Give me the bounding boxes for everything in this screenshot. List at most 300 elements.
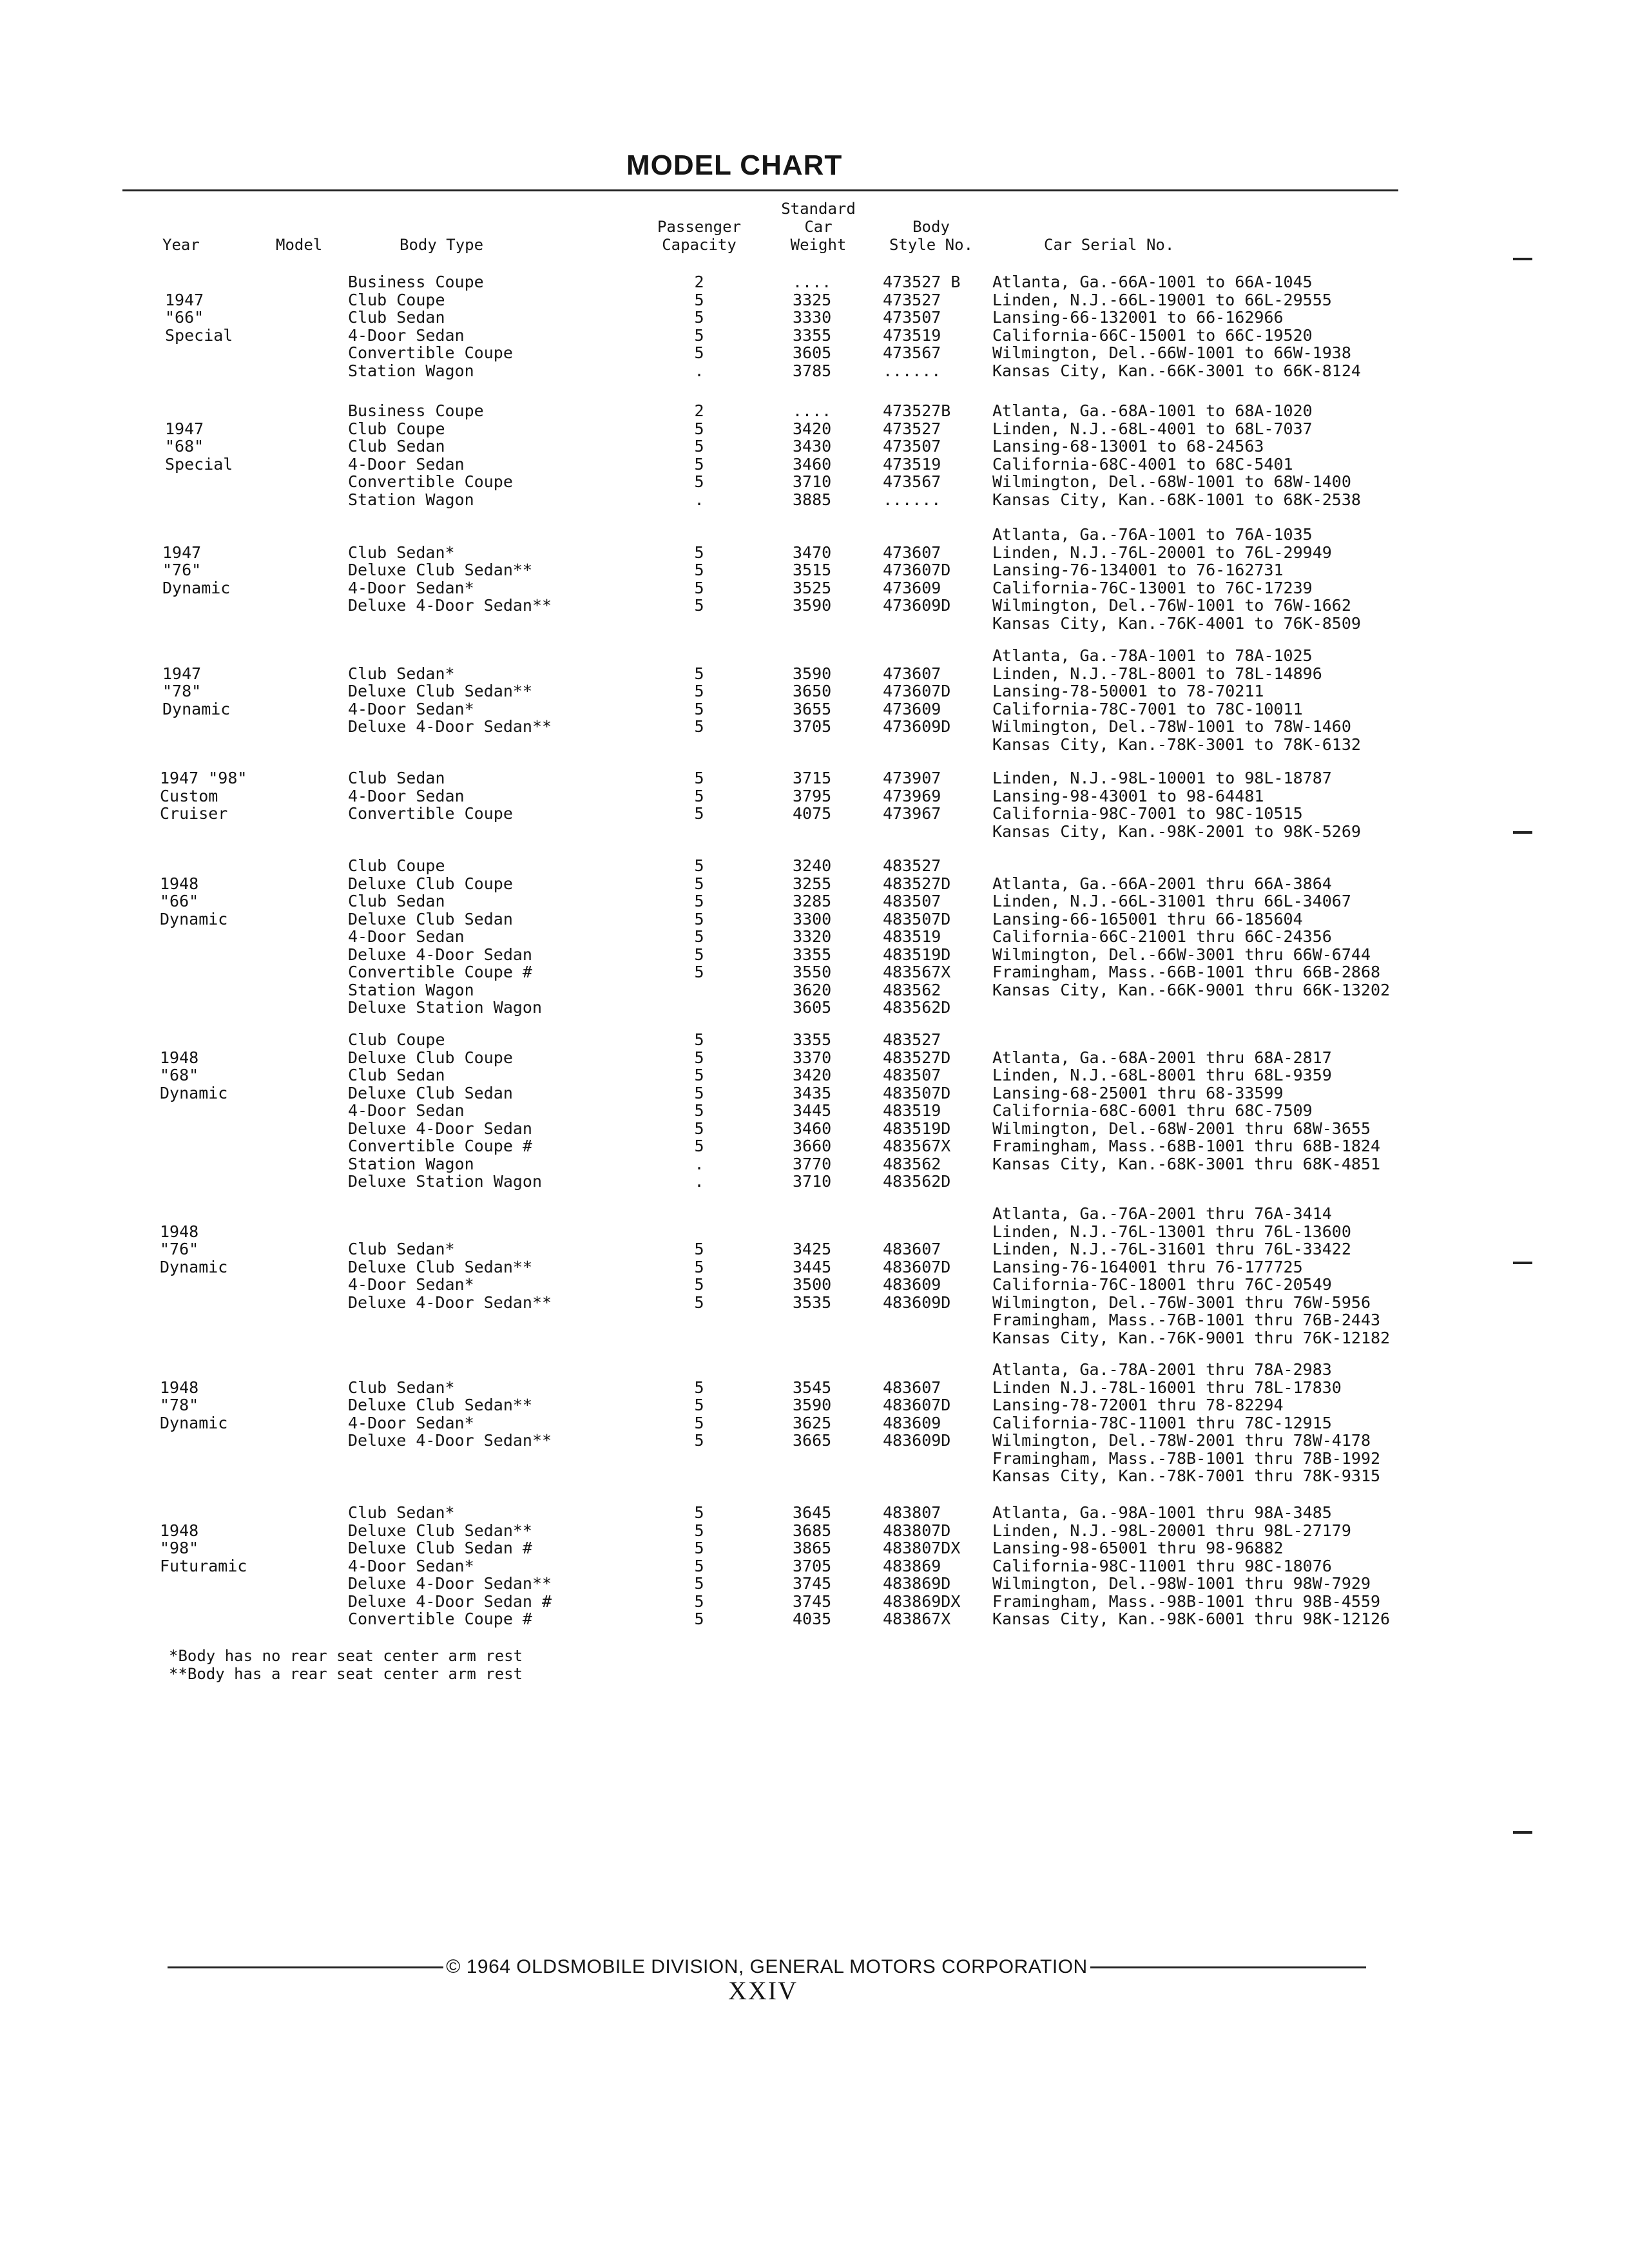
weight-cell: 3550 bbox=[793, 963, 832, 981]
table-row bbox=[0, 526, 1629, 544]
weight-cell: 3515 bbox=[793, 561, 832, 579]
passenger-capacity-cell: 5 bbox=[694, 717, 704, 736]
style-number-cell: 483507 bbox=[883, 892, 941, 910]
passenger-capacity-cell: 5 bbox=[694, 786, 704, 805]
serial-number-cell: Linden, N.J.-98L-10001 to 98L-18787 bbox=[992, 769, 1332, 787]
style-number-cell: 483507D bbox=[883, 1083, 951, 1102]
body-type-cell: Deluxe 4-Door Sedan bbox=[348, 945, 532, 964]
table-row bbox=[0, 1396, 1629, 1414]
weight-cell: 3590 bbox=[793, 1396, 832, 1414]
year-model-label: Dynamic bbox=[160, 1413, 228, 1432]
passenger-capacity-cell: 5 bbox=[694, 1257, 704, 1276]
weight-cell: 3460 bbox=[793, 1119, 832, 1138]
table-row bbox=[0, 420, 1629, 438]
table-row bbox=[0, 1155, 1629, 1173]
style-number-cell: 473567 bbox=[883, 343, 941, 362]
passenger-capacity-cell: 5 bbox=[694, 561, 704, 579]
year-model-label: Dynamic bbox=[160, 1257, 228, 1276]
table-row bbox=[0, 875, 1629, 893]
table-row bbox=[0, 1610, 1629, 1628]
body-type-cell: Club Coupe bbox=[348, 290, 445, 309]
body-type-cell: Deluxe Club Sedan** bbox=[348, 1396, 532, 1414]
style-number-cell: 473609 bbox=[883, 578, 941, 597]
title-rule bbox=[122, 189, 1398, 191]
weight-cell: 3445 bbox=[793, 1257, 832, 1276]
year-model-label: "68" bbox=[160, 1066, 199, 1084]
style-number-cell: 483609D bbox=[883, 1293, 951, 1312]
model-group bbox=[0, 526, 1629, 632]
serial-number-cell: Lansing-66-165001 thru 66-185604 bbox=[992, 909, 1303, 928]
weight-cell: 4035 bbox=[793, 1610, 832, 1628]
style-number-cell: 473609D bbox=[883, 596, 951, 615]
weight-cell: 3705 bbox=[793, 1556, 832, 1575]
body-type-cell: Convertible Coupe # bbox=[348, 1137, 532, 1155]
style-number-cell: 483562 bbox=[883, 1154, 941, 1173]
table-row bbox=[0, 823, 1629, 841]
passenger-capacity-cell: 5 bbox=[694, 1066, 704, 1084]
year-model-label: "78" bbox=[160, 1396, 199, 1414]
table-row bbox=[0, 597, 1629, 615]
year-model-label: Custom bbox=[160, 786, 218, 805]
style-number-cell: 483562D bbox=[883, 1172, 951, 1191]
serial-number-cell: Linden, N.J.-66L-19001 to 66L-29555 bbox=[992, 290, 1332, 309]
serial-number-cell: Lansing-78-50001 to 78-70211 bbox=[992, 682, 1264, 700]
style-number-cell: 483519 bbox=[883, 927, 941, 946]
serial-number-cell: Framingham, Mass.-98B-1001 thru 98B-4559 bbox=[992, 1591, 1381, 1611]
header-passenger: Passenger bbox=[657, 218, 742, 236]
model-group bbox=[0, 1361, 1629, 1485]
body-type-cell: Convertible Coupe # bbox=[348, 963, 532, 981]
table-row bbox=[0, 561, 1629, 579]
passenger-capacity-cell: 5 bbox=[694, 699, 704, 718]
body-type-cell: Deluxe Club Sedan # bbox=[348, 1539, 532, 1557]
body-type-cell: Club Sedan bbox=[348, 1066, 445, 1084]
serial-number-cell: Atlanta, Ga.-76A-1001 to 76A-1035 bbox=[992, 525, 1313, 544]
table-row bbox=[0, 615, 1629, 633]
header-standard: Standard bbox=[781, 200, 856, 218]
header-capacity: Capacity bbox=[662, 236, 737, 254]
copyright-footer bbox=[168, 1956, 1366, 1978]
table-row bbox=[0, 1522, 1629, 1540]
table-row bbox=[0, 1066, 1629, 1084]
passenger-capacity-cell: 5 bbox=[694, 419, 704, 438]
table-row bbox=[0, 1311, 1629, 1329]
style-number-cell: 483869 bbox=[883, 1556, 941, 1575]
body-type-cell: 4-Door Sedan* bbox=[348, 1275, 474, 1294]
passenger-capacity-cell: 5 bbox=[694, 472, 704, 491]
weight-cell: 3320 bbox=[793, 927, 832, 946]
passenger-capacity-cell: 5 bbox=[694, 892, 704, 910]
serial-number-cell: Lansing-66-132001 to 66-162966 bbox=[992, 308, 1284, 327]
serial-number-cell: Linden N.J.-78L-16001 thru 78L-17830 bbox=[992, 1378, 1342, 1397]
serial-number-cell: California-78C-11001 thru 78C-12915 bbox=[992, 1413, 1332, 1432]
style-number-cell: 483807DX bbox=[883, 1539, 961, 1557]
weight-cell: 3545 bbox=[793, 1378, 832, 1397]
passenger-capacity-cell: 5 bbox=[694, 1521, 704, 1540]
passenger-capacity-cell: 5 bbox=[694, 454, 704, 474]
serial-number-cell: Kansas City, Kan.-98K-2001 to 98K-5269 bbox=[992, 822, 1361, 841]
passenger-capacity-cell: 5 bbox=[694, 1610, 704, 1628]
weight-cell: 3330 bbox=[793, 308, 832, 327]
table-row bbox=[0, 1173, 1629, 1191]
body-type-cell: Deluxe Club Sedan** bbox=[348, 561, 532, 579]
serial-number-cell: Framingham, Mass.-68B-1001 thru 68B-1824 bbox=[992, 1137, 1381, 1155]
style-number-cell: 483867X bbox=[883, 1610, 951, 1628]
body-type-cell: Club Sedan* bbox=[348, 1503, 455, 1522]
passenger-capacity-cell: 5 bbox=[694, 437, 704, 456]
body-type-cell: 4-Door Sedan* bbox=[348, 1413, 474, 1432]
table-row bbox=[0, 946, 1629, 964]
table-row bbox=[0, 1467, 1629, 1485]
weight-cell: 3255 bbox=[793, 874, 832, 893]
passenger-capacity-cell: 5 bbox=[694, 945, 704, 964]
weight-cell: 3710 bbox=[793, 1172, 832, 1191]
serial-number-cell: Linden, N.J.-98L-20001 thru 98L-27179 bbox=[992, 1521, 1351, 1540]
passenger-capacity-cell: 5 bbox=[694, 1083, 704, 1102]
year-model-label: 1948 bbox=[160, 874, 199, 893]
table-row bbox=[0, 857, 1629, 875]
passenger-capacity-cell: 5 bbox=[694, 1048, 704, 1067]
serial-number-cell: Wilmington, Del.-78W-1001 to 78W-1460 bbox=[992, 717, 1351, 736]
style-number-cell: 483607D bbox=[883, 1396, 951, 1414]
table-row bbox=[0, 1361, 1629, 1379]
serial-number-cell: California-78C-7001 to 78C-10011 bbox=[992, 699, 1303, 718]
table-row bbox=[0, 362, 1629, 380]
passenger-capacity-cell: 5 bbox=[694, 1503, 704, 1522]
weight-cell: 3685 bbox=[793, 1521, 832, 1540]
style-number-cell: 483869DX bbox=[883, 1591, 961, 1611]
passenger-capacity-cell: 5 bbox=[694, 874, 704, 893]
table-row bbox=[0, 456, 1629, 474]
style-number-cell: 473609 bbox=[883, 699, 941, 718]
year-model-label: 1947 "98" bbox=[160, 769, 247, 787]
year-model-label: Special bbox=[165, 454, 233, 474]
passenger-capacity-cell: 5 bbox=[694, 769, 704, 787]
style-number-cell: 473507 bbox=[883, 437, 941, 456]
table-row bbox=[0, 1450, 1629, 1468]
style-number-cell: 483507 bbox=[883, 1066, 941, 1084]
serial-number-cell: Atlanta, Ga.-78A-2001 thru 78A-2983 bbox=[992, 1360, 1332, 1379]
serial-number-cell: Linden, N.J.-68L-4001 to 68L-7037 bbox=[992, 419, 1313, 438]
year-model-label: "68" bbox=[165, 437, 204, 456]
body-type-cell: 4-Door Sedan* bbox=[348, 578, 474, 597]
weight-cell: 3425 bbox=[793, 1240, 832, 1258]
year-model-label: Dynamic bbox=[160, 909, 228, 928]
table-row bbox=[0, 1329, 1629, 1347]
body-type-cell: Convertible Coupe bbox=[348, 472, 513, 491]
body-type-cell: Deluxe Club Sedan bbox=[348, 1083, 513, 1102]
weight-cell: 3325 bbox=[793, 290, 832, 309]
body-type-cell: 4-Door Sedan bbox=[348, 325, 465, 345]
weight-cell: 3745 bbox=[793, 1574, 832, 1593]
style-number-cell: 473969 bbox=[883, 786, 941, 805]
body-type-cell: Deluxe 4-Door Sedan bbox=[348, 1119, 532, 1138]
passenger-capacity-cell: 5 bbox=[694, 1539, 704, 1557]
weight-cell: 3620 bbox=[793, 980, 832, 999]
passenger-capacity-cell: 2 bbox=[694, 273, 704, 291]
table-row bbox=[0, 344, 1629, 362]
style-number-cell: 473567 bbox=[883, 472, 941, 491]
model-group bbox=[0, 857, 1629, 1017]
style-number-cell: 483567X bbox=[883, 1137, 951, 1155]
style-number-cell: 473607 bbox=[883, 543, 941, 562]
margin-tick-mark bbox=[1513, 1262, 1532, 1264]
weight-cell: 3355 bbox=[793, 945, 832, 964]
style-number-cell: 483519D bbox=[883, 945, 951, 964]
serial-number-cell: Kansas City, Kan.-78K-3001 to 78K-6132 bbox=[992, 735, 1361, 754]
body-type-cell: Deluxe 4-Door Sedan** bbox=[348, 1574, 552, 1593]
table-row bbox=[0, 805, 1629, 823]
table-row bbox=[0, 647, 1629, 665]
header-car: Car bbox=[804, 218, 833, 236]
year-model-label: 1948 bbox=[160, 1048, 199, 1067]
weight-cell: 3865 bbox=[793, 1539, 832, 1557]
table-row bbox=[0, 718, 1629, 736]
table-row bbox=[0, 1539, 1629, 1557]
passenger-capacity-cell: . bbox=[694, 490, 704, 509]
body-type-cell: 4-Door Sedan* bbox=[348, 699, 474, 718]
table-row bbox=[0, 1432, 1629, 1450]
weight-cell: 3795 bbox=[793, 786, 832, 805]
year-model-label: 1947 bbox=[162, 664, 202, 683]
table-row bbox=[0, 1031, 1629, 1049]
body-type-cell: Club Sedan bbox=[348, 769, 445, 787]
passenger-capacity-cell: . bbox=[694, 1172, 704, 1191]
style-number-cell: 473507 bbox=[883, 308, 941, 327]
weight-cell: 3625 bbox=[793, 1413, 832, 1432]
passenger-capacity-cell: 5 bbox=[694, 682, 704, 700]
passenger-capacity-cell: 5 bbox=[694, 343, 704, 362]
serial-number-cell: Linden, N.J.-76L-13001 thru 76L-13600 bbox=[992, 1222, 1351, 1241]
model-group bbox=[0, 769, 1629, 840]
passenger-capacity-cell: 5 bbox=[694, 963, 704, 981]
year-model-label: 1948 bbox=[160, 1222, 199, 1241]
table-row bbox=[0, 736, 1629, 754]
serial-number-cell: Lansing-76-134001 to 76-162731 bbox=[992, 561, 1284, 579]
style-number-cell: 473907 bbox=[883, 769, 941, 787]
table-row bbox=[0, 1379, 1629, 1397]
serial-number-cell: Wilmington, Del.-76W-1001 to 76W-1662 bbox=[992, 596, 1351, 615]
body-type-cell: Club Sedan bbox=[348, 308, 445, 327]
passenger-capacity-cell: . bbox=[694, 1154, 704, 1173]
style-number-cell: 483609D bbox=[883, 1431, 951, 1450]
weight-cell: 3645 bbox=[793, 1503, 832, 1522]
serial-number-cell: Wilmington, Del.-66W-1001 to 66W-1938 bbox=[992, 343, 1351, 362]
passenger-capacity-cell: 5 bbox=[694, 856, 704, 875]
passenger-capacity-cell: . bbox=[694, 361, 704, 380]
weight-cell: 3300 bbox=[793, 909, 832, 928]
weight-cell: 3605 bbox=[793, 998, 832, 1017]
weight-cell: 3665 bbox=[793, 1431, 832, 1450]
passenger-capacity-cell: 5 bbox=[694, 1591, 704, 1611]
body-type-cell: Convertible Coupe bbox=[348, 804, 513, 823]
serial-number-cell: California-76C-13001 to 76C-17239 bbox=[992, 578, 1313, 597]
body-type-cell: Deluxe Station Wagon bbox=[348, 1172, 543, 1191]
table-row bbox=[0, 1276, 1629, 1294]
style-number-cell: ...... bbox=[883, 490, 941, 509]
weight-cell: 3445 bbox=[793, 1101, 832, 1120]
style-number-cell: 483527D bbox=[883, 874, 951, 893]
style-number-cell: 483807 bbox=[883, 1503, 941, 1522]
style-number-cell: 483519 bbox=[883, 1101, 941, 1120]
table-row bbox=[0, 1223, 1629, 1241]
style-number-cell: 473519 bbox=[883, 454, 941, 474]
body-type-cell: Club Sedan* bbox=[348, 664, 455, 683]
style-number-cell: ...... bbox=[883, 361, 941, 380]
table-row bbox=[0, 928, 1629, 946]
year-model-label: 1948 bbox=[160, 1378, 199, 1397]
year-model-label: Futuramic bbox=[160, 1556, 247, 1575]
table-row bbox=[0, 1137, 1629, 1155]
passenger-capacity-cell: 5 bbox=[694, 1396, 704, 1414]
table-row bbox=[0, 910, 1629, 928]
table-row bbox=[0, 1593, 1629, 1611]
style-number-cell: 473967 bbox=[883, 804, 941, 823]
weight-cell: 3470 bbox=[793, 543, 832, 562]
style-number-cell: 483567X bbox=[883, 963, 951, 981]
weight-cell: 3285 bbox=[793, 892, 832, 910]
year-model-label: Dynamic bbox=[162, 578, 231, 597]
style-number-cell: 483607 bbox=[883, 1378, 941, 1397]
year-model-label: "76" bbox=[160, 1240, 199, 1258]
style-number-cell: 483507D bbox=[883, 909, 951, 928]
style-number-cell: 483609 bbox=[883, 1413, 941, 1432]
style-number-cell: 483562 bbox=[883, 980, 941, 999]
serial-number-cell: Lansing-78-72001 thru 78-82294 bbox=[992, 1396, 1284, 1414]
weight-cell: 3460 bbox=[793, 454, 832, 474]
serial-number-cell: Kansas City, Kan.-78K-7001 thru 78K-9315 bbox=[992, 1466, 1381, 1485]
table-row bbox=[0, 1102, 1629, 1120]
serial-number-cell: California-98C-11001 thru 98C-18076 bbox=[992, 1556, 1332, 1575]
header-body: Body bbox=[912, 218, 950, 236]
header-body-type: Body Type bbox=[400, 236, 484, 254]
style-number-cell: 483527 bbox=[883, 856, 941, 875]
weight-cell: 3745 bbox=[793, 1591, 832, 1611]
passenger-capacity-cell: 5 bbox=[694, 1240, 704, 1258]
table-row bbox=[0, 309, 1629, 327]
page-title: MODEL CHART bbox=[626, 149, 843, 181]
model-group bbox=[0, 1031, 1629, 1191]
body-type-cell: Station Wagon bbox=[348, 980, 474, 999]
passenger-capacity-cell: 5 bbox=[694, 1275, 704, 1294]
weight-cell: .... bbox=[793, 273, 832, 291]
serial-number-cell: Atlanta, Ga.-76A-2001 thru 76A-3414 bbox=[992, 1204, 1332, 1223]
table-row bbox=[0, 402, 1629, 420]
year-model-label: Dynamic bbox=[160, 1083, 228, 1102]
passenger-capacity-cell: 5 bbox=[694, 1119, 704, 1138]
year-model-label: "66" bbox=[160, 892, 199, 910]
weight-cell: 3240 bbox=[793, 856, 832, 875]
table-row bbox=[0, 544, 1629, 562]
header-style-no: Style No. bbox=[889, 236, 974, 254]
serial-number-cell: Atlanta, Ga.-66A-1001 to 66A-1045 bbox=[992, 273, 1313, 291]
style-number-cell: 473527B bbox=[883, 401, 951, 420]
body-type-cell: Club Sedan bbox=[348, 437, 445, 456]
serial-number-cell: Atlanta, Ga.-68A-2001 thru 68A-2817 bbox=[992, 1048, 1332, 1067]
table-row bbox=[0, 491, 1629, 509]
table-row bbox=[0, 1120, 1629, 1138]
style-number-cell: 473527 bbox=[883, 419, 941, 438]
table-row bbox=[0, 700, 1629, 718]
serial-number-cell: Kansas City, Kan.-68K-1001 to 68K-2538 bbox=[992, 490, 1361, 509]
header-weight: Weight bbox=[790, 236, 847, 254]
body-type-cell: Deluxe Club Coupe bbox=[348, 874, 513, 893]
style-number-cell: 483609 bbox=[883, 1275, 941, 1294]
body-type-cell: Club Coupe bbox=[348, 1030, 445, 1049]
table-row bbox=[0, 327, 1629, 345]
weight-cell: 3590 bbox=[793, 664, 832, 683]
table-row bbox=[0, 473, 1629, 491]
serial-number-cell: California-68C-6001 thru 68C-7509 bbox=[992, 1101, 1313, 1120]
model-group bbox=[0, 647, 1629, 753]
passenger-capacity-cell: 5 bbox=[694, 1030, 704, 1049]
body-type-cell: Deluxe Club Sedan bbox=[348, 909, 513, 928]
body-type-cell: Club Coupe bbox=[348, 856, 445, 875]
weight-cell: .... bbox=[793, 401, 832, 420]
body-type-cell: Deluxe Club Sedan** bbox=[348, 682, 532, 700]
style-number-cell: 483519D bbox=[883, 1119, 951, 1138]
serial-number-cell: Wilmington, Del.-68W-1001 to 68W-1400 bbox=[992, 472, 1351, 491]
footer-rule-right bbox=[1090, 1966, 1366, 1968]
body-type-cell: Business Coupe bbox=[348, 401, 484, 420]
weight-cell: 3355 bbox=[793, 325, 832, 345]
style-number-cell: 473527 B bbox=[883, 273, 961, 291]
body-type-cell: Deluxe 4-Door Sedan** bbox=[348, 717, 552, 736]
passenger-capacity-cell: 5 bbox=[694, 596, 704, 615]
style-number-cell: 473519 bbox=[883, 325, 941, 345]
year-model-label: "98" bbox=[160, 1539, 199, 1557]
weight-cell: 3885 bbox=[793, 490, 832, 509]
body-type-cell: 4-Door Sedan bbox=[348, 786, 465, 805]
footnotes bbox=[169, 1647, 523, 1683]
passenger-capacity-cell: 5 bbox=[694, 308, 704, 327]
margin-tick-mark bbox=[1513, 1831, 1532, 1834]
weight-cell: 3660 bbox=[793, 1137, 832, 1155]
weight-cell: 3420 bbox=[793, 1066, 832, 1084]
table-row bbox=[0, 1049, 1629, 1067]
serial-number-cell: Lansing-68-25001 thru 68-33599 bbox=[992, 1083, 1284, 1102]
passenger-capacity-cell: 5 bbox=[694, 1378, 704, 1397]
body-type-cell: Deluxe Club Sedan** bbox=[348, 1257, 532, 1276]
table-row bbox=[0, 1294, 1629, 1312]
serial-number-cell: Lansing-68-13001 to 68-24563 bbox=[992, 437, 1264, 456]
serial-number-cell: Wilmington, Del.-78W-2001 thru 78W-4178 bbox=[992, 1431, 1371, 1450]
serial-number-cell: Kansas City, Kan.-98K-6001 thru 98K-12126 bbox=[992, 1610, 1391, 1628]
weight-cell: 3370 bbox=[793, 1048, 832, 1067]
passenger-capacity-cell: 5 bbox=[694, 664, 704, 683]
year-model-label: 1948 bbox=[160, 1521, 199, 1540]
style-number-cell: 483807D bbox=[883, 1521, 951, 1540]
style-number-cell: 473527 bbox=[883, 290, 941, 309]
serial-number-cell: Wilmington, Del.-66W-3001 thru 66W-6744 bbox=[992, 945, 1371, 964]
weight-cell: 3710 bbox=[793, 472, 832, 491]
serial-number-cell: Linden, N.J.-78L-8001 to 78L-14896 bbox=[992, 664, 1322, 683]
footer-rule-left bbox=[168, 1966, 443, 1968]
body-type-cell: Deluxe 4-Door Sedan # bbox=[348, 1591, 552, 1611]
passenger-capacity-cell: 5 bbox=[694, 804, 704, 823]
table-row bbox=[0, 291, 1629, 309]
style-number-cell: 473607D bbox=[883, 682, 951, 700]
serial-number-cell: California-66C-21001 thru 66C-24356 bbox=[992, 927, 1332, 946]
serial-number-cell: Kansas City, Kan.-76K-9001 thru 76K-12182 bbox=[992, 1328, 1391, 1347]
header-model: Model bbox=[276, 236, 323, 254]
table-row bbox=[0, 1084, 1629, 1102]
passenger-capacity-cell: 5 bbox=[694, 927, 704, 946]
style-number-cell: 473609D bbox=[883, 717, 951, 736]
body-type-cell: 4-Door Sedan bbox=[348, 927, 465, 946]
style-number-cell: 483869D bbox=[883, 1574, 951, 1593]
serial-number-cell: Wilmington, Del.-76W-3001 thru 76W-5956 bbox=[992, 1293, 1371, 1312]
